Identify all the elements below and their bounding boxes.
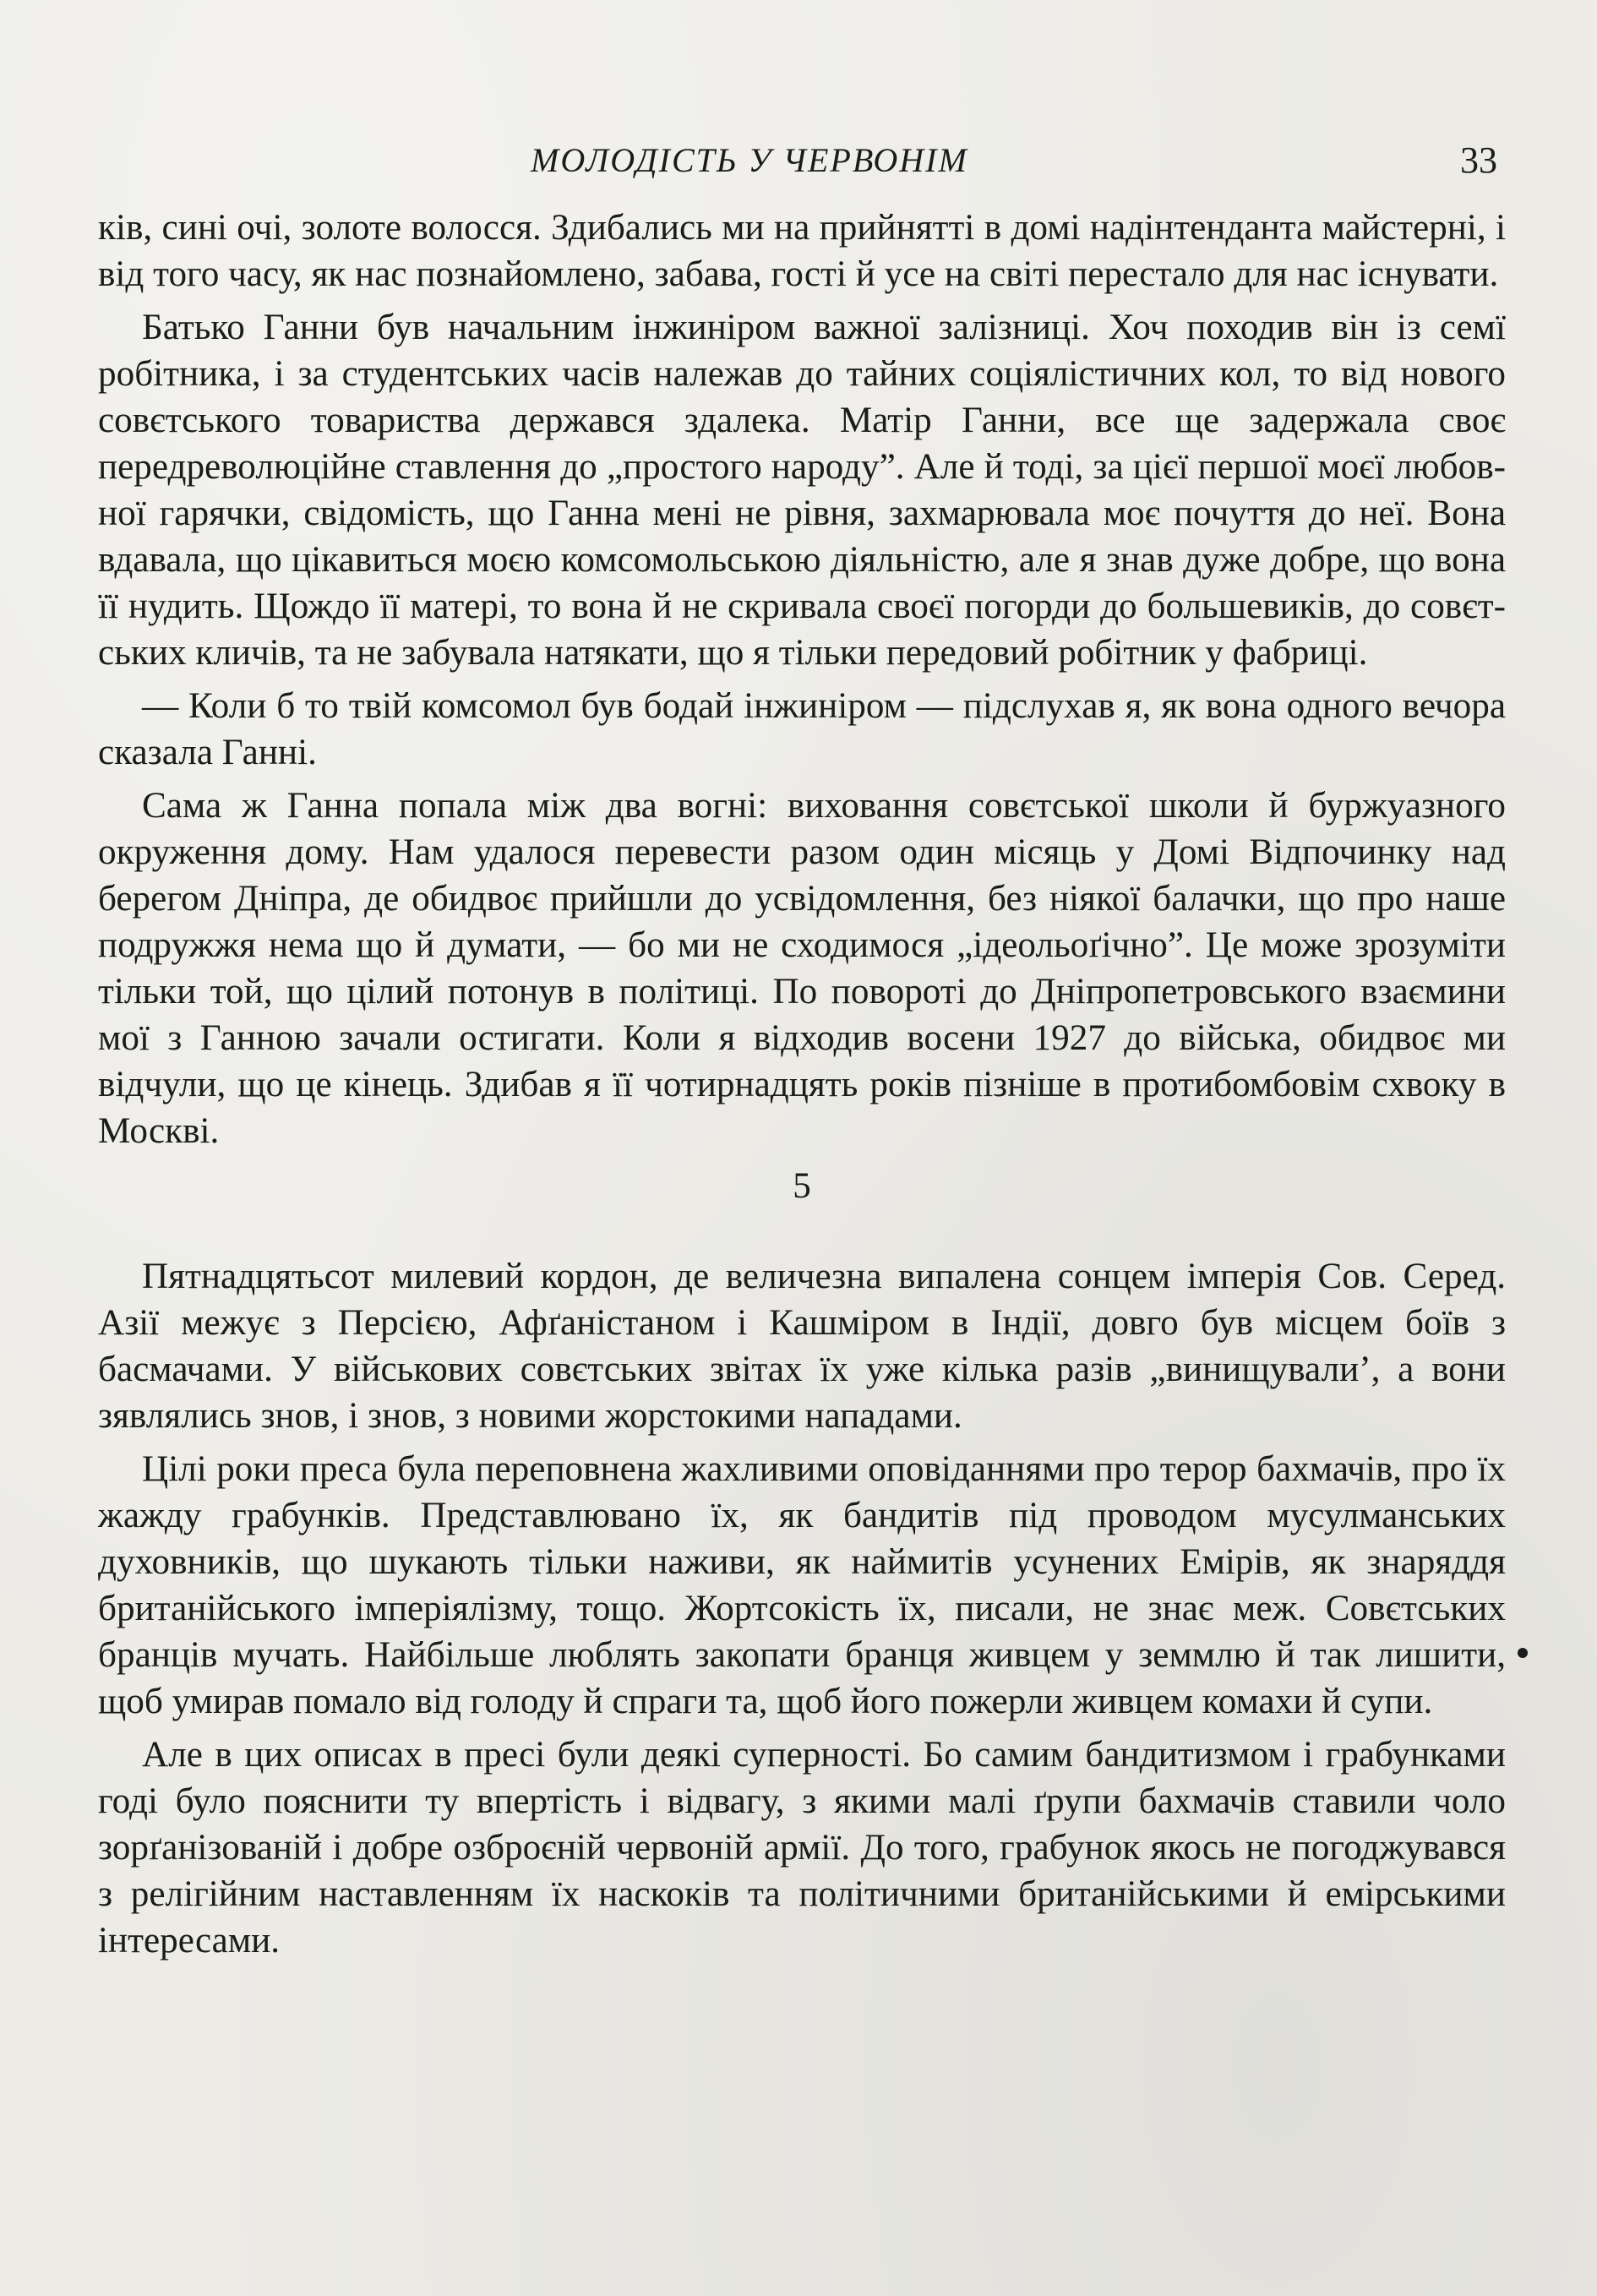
running-head <box>0 135 1597 186</box>
paragraph-4: Сама ж Ганна попала між два вогні: виховання совєтської школи й буржуазного окруження дому. Нам удалося перевести разом один місяць у Домі Відпочинку над берегом Дніпра, де обидвоє прийшли до усвідомлення, без ніякої балачки, що про наше подружжя нема що й думати, — бо ми не сходимося „ідеольоґічно”. Це може зрозуміти тільки той, що цілий потонув в політиці. По повороті до Дніпропетровського взаємини мої з Ганною зачали остигати. Коли я відходив восени 1927 до війська, обидвоє ми відчули, що це кінець. Здибав я її чотирнадцять років пізніше в протибомбовім схвоку в Москві. <box>98 786 1506 1151</box>
body-text <box>98 205 1506 1971</box>
section-number: 5 <box>793 1166 811 1206</box>
paragraph-7: Але в цих описах в пресі були деякі суперності. Бо самим бандитизмом і грабунками годі було пояснити ту впертість і відвагу, з якими малі ґрупи бахмачів ставили чоло зорґанізованій і добре озброєній червоній армії. До того, грабунок якось не погоджувався з релігійним наставленням їх наскоків та політичними британійськими й емірськими інтересами. <box>98 1735 1506 1961</box>
running-title: МОЛОДІСТЬ У ЧЕРВОНІМ <box>531 141 968 179</box>
paragraph-3: — Коли б то твій комсомол був бодай інжиніром — підслухав я, як вона одного вечора сказала Ганні. <box>98 686 1506 772</box>
paragraph-2: Батько Ганни був начальним інжиніром важної залізниці. Хоч походив він із семї робітника, і за студентських часів належав до тайних соціялістичних кол, то від нового совєтського товариства держався здалека. Матір Ганни, все ще задержала своє передреволюційне ставлення до „простого народу”. Але й тоді, за цієї першої моєї любовної гарячки, свідомість, що Ганна мені не рівня, захмарювала моє почуття до неї. Вона вдавала, що цікавиться моєю комсомольською діяльністю, але я знав дуже добре, що вона її нудить. Щождо її матері, то вона й не скривала своєї погорди до большевиків, до совєтських кличів, та не забувала натякати, що я тільки передовий робітник у фабриці. <box>98 308 1506 673</box>
margin-ink-dot <box>1518 1648 1528 1658</box>
paragraph-1: ків, сині очі, золоте волосся. Здибались ми на прийнятті в домі надінтенданта майстерні, і від того часу, як нас познайомлено, забава, гості й усе на світі перестало для нас існувати. <box>98 208 1506 294</box>
paragraph-6: Цілі роки преса була переповнена жахливими оповіданнями про терор бахмачів, про їх жажду грабунків. Представлювано їх, як бандитів під проводом мусулманських духовників, що шукають тільки наживи, як наймитів усунених Емірів, як знаряддя британійського імперіялізму, тощо. Жортсокість їх, писали, не знає меж. Совєтських бранців мучать. Найбільше люблять закопати бранця живцем у земмлю й так лишити, щоб умирав помало від голоду й спраги та, щоб його пожерли живцем комахи й супи. <box>98 1449 1506 1721</box>
page-number: 33 <box>1460 139 1497 181</box>
paragraph-5: Пятнадцятьсот милевий кордон, де величезна випалена сонцем імперія Сов. Серед. Азії межує з Персією, Афґаністаном і Кашміром в Індії, довго був місцем боїв з басмачами. У військових совєтських звітах їх уже кілька разів „винищували’, а вони зявлялись знов, і знов, з новими жорстокими нападами. <box>98 1257 1506 1436</box>
